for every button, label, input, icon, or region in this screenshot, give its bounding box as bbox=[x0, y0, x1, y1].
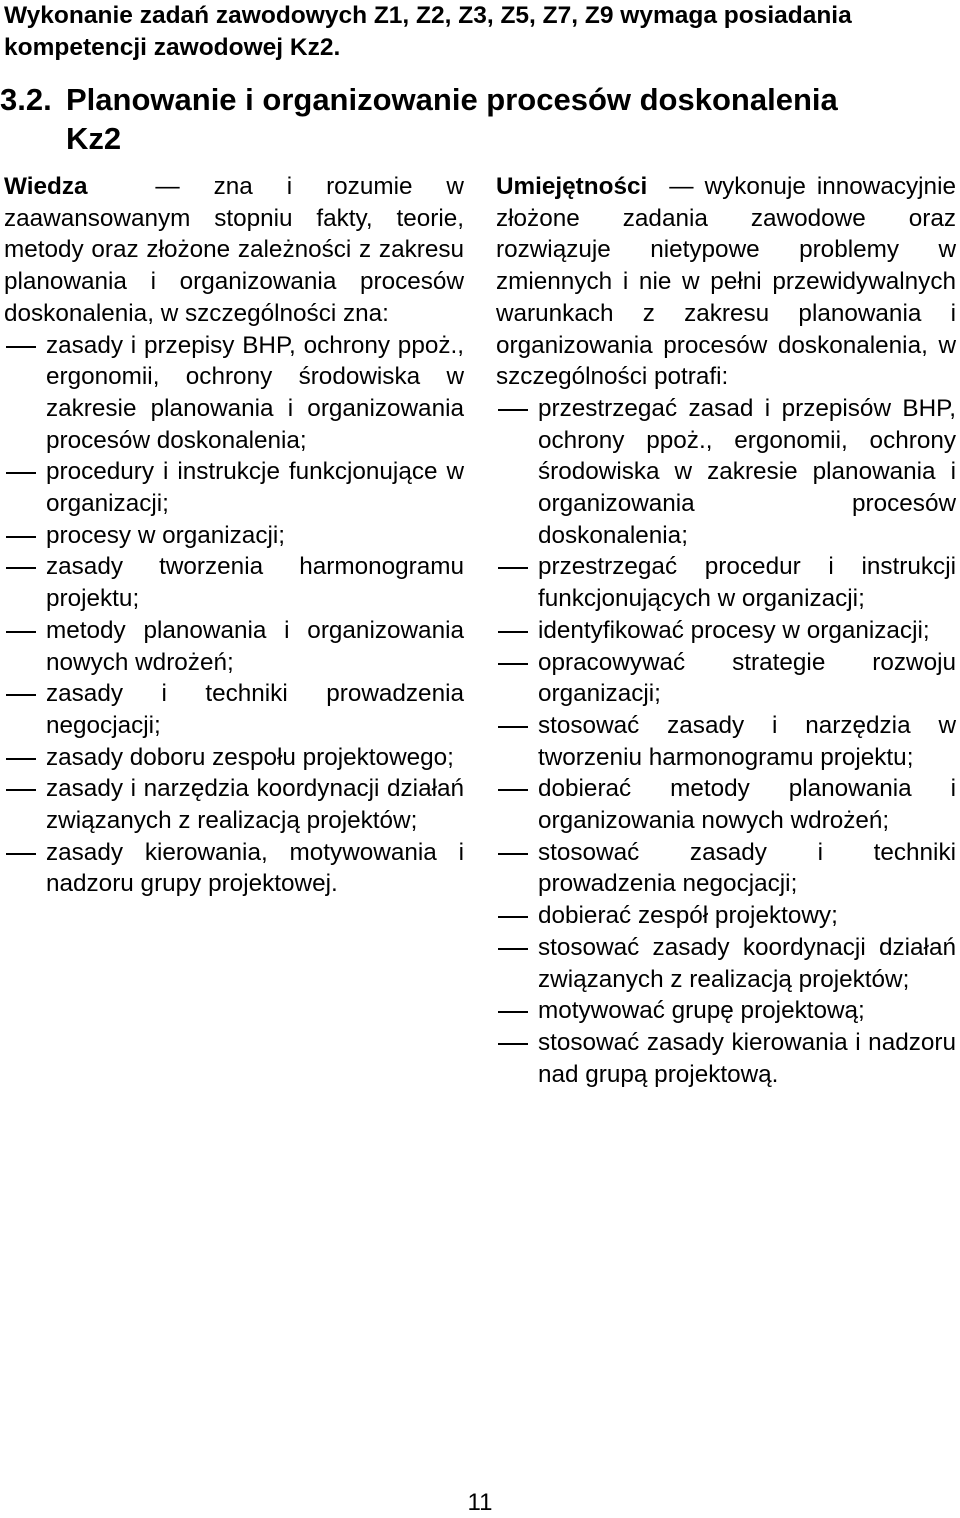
skills-item: identyfikować procesy w organizacji; bbox=[496, 615, 956, 647]
knowledge-item: procedury i instrukcje funkcjonujące w organizacji; bbox=[4, 456, 464, 519]
skills-item: stosować zasady koordynacji działań związanych z realizacją projektów; bbox=[496, 932, 956, 995]
knowledge-list bbox=[4, 330, 464, 901]
knowledge-item: metody planowania i organizowania nowych wdrożeń; bbox=[4, 615, 464, 678]
knowledge-intro: Wiedza — zna i rozumie w zaawansowanym stopniu fakty, teorie, metody oraz złożone zależności z zakresu planowania i organizowania procesów doskonalenia, w szczególności zna: bbox=[4, 173, 464, 327]
page-number: 11 bbox=[467, 1489, 493, 1516]
section-number: 3.2. bbox=[0, 82, 52, 117]
knowledge-item: zasady i techniki prowadzenia negocjacji; bbox=[4, 678, 464, 741]
skills-item: stosować zasady i narzędzia w tworzeniu harmonogramu projektu; bbox=[496, 710, 956, 773]
knowledge-item: zasady tworzenia harmonogramu projektu; bbox=[4, 551, 464, 614]
skills-intro: Umiejętności — wykonuje innowacyjnie złożone zadania zawodowe oraz rozwiązuje nietypowe problemy w zmiennych i nie w pełni przewidywalnych warunkach z zakresu planowania i organizowania procesów doskonalenia, w szczególności potrafi: bbox=[496, 173, 956, 391]
skills-item: stosować zasady kierowania i nadzoru nad grupą projektową. bbox=[496, 1027, 956, 1090]
skills-term: Umiejętności bbox=[496, 173, 648, 200]
skills-list bbox=[496, 393, 956, 1090]
knowledge-intro-text: zna i rozumie w zaawansowanym stopniu fakty, teorie, metody oraz złożone zależności z zakresu planowania i organizowania procesów doskonalenia, w szczególności zna: bbox=[4, 173, 464, 327]
skills-item: przestrzegać zasad i przepisów BHP, ochrony ppoż., ergonomii, ochrony środowiska w zakresie planowania i organizowania procesów doskonalenia; bbox=[496, 393, 956, 552]
skills-column bbox=[496, 171, 956, 1090]
competence-code: Kz2 bbox=[66, 121, 122, 156]
knowledge-item: procesy w organizacji; bbox=[4, 520, 464, 552]
skills-item: dobierać zespół projektowy; bbox=[496, 900, 956, 932]
knowledge-item: zasady kierowania, motywowania i nadzoru grupy projektowej. bbox=[4, 837, 464, 900]
knowledge-item: zasady doboru zespołu projektowego; bbox=[4, 742, 464, 774]
skills-item: motywować grupę projektową; bbox=[496, 995, 956, 1027]
knowledge-column bbox=[4, 171, 464, 900]
skills-item: dobierać metody planowania i organizowania nowych wdrożeń; bbox=[496, 773, 956, 836]
skills-item: opracowywać strategie rozwoju organizacji; bbox=[496, 647, 956, 710]
skills-item: przestrzegać procedur i instrukcji funkcjonujących w organizacji; bbox=[496, 551, 956, 614]
skills-intro-text: wykonuje innowacyjnie złożone zadania zawodowe oraz rozwiązuje nietypowe problemy w zmiennych i nie w pełni przewidywalnych warunkach z zakresu planowania i organizowania procesów doskonalenia, w szczególności potrafi: bbox=[496, 173, 956, 391]
requirement-heading: Wykonanie zadań zawodowych Z1, Z2, Z3, Z5, Z7, Z9 wymaga posiadania kompetencji zawodowej Kz2. bbox=[4, 2, 852, 61]
section-title-text: Planowanie i organizowanie procesów doskonalenia bbox=[66, 82, 838, 117]
knowledge-item: zasady i przepisy BHP, ochrony ppoż., ergonomii, ochrony środowiska w zakresie planowania i organizowania procesów doskonalenia; bbox=[4, 330, 464, 457]
knowledge-term: Wiedza bbox=[4, 173, 88, 200]
knowledge-item: zasady i narzędzia koordynacji działań związanych z realizacją projektów; bbox=[4, 773, 464, 836]
skills-item: stosować zasady i techniki prowadzenia negocjacji; bbox=[496, 837, 956, 900]
section-title bbox=[0, 80, 946, 158]
